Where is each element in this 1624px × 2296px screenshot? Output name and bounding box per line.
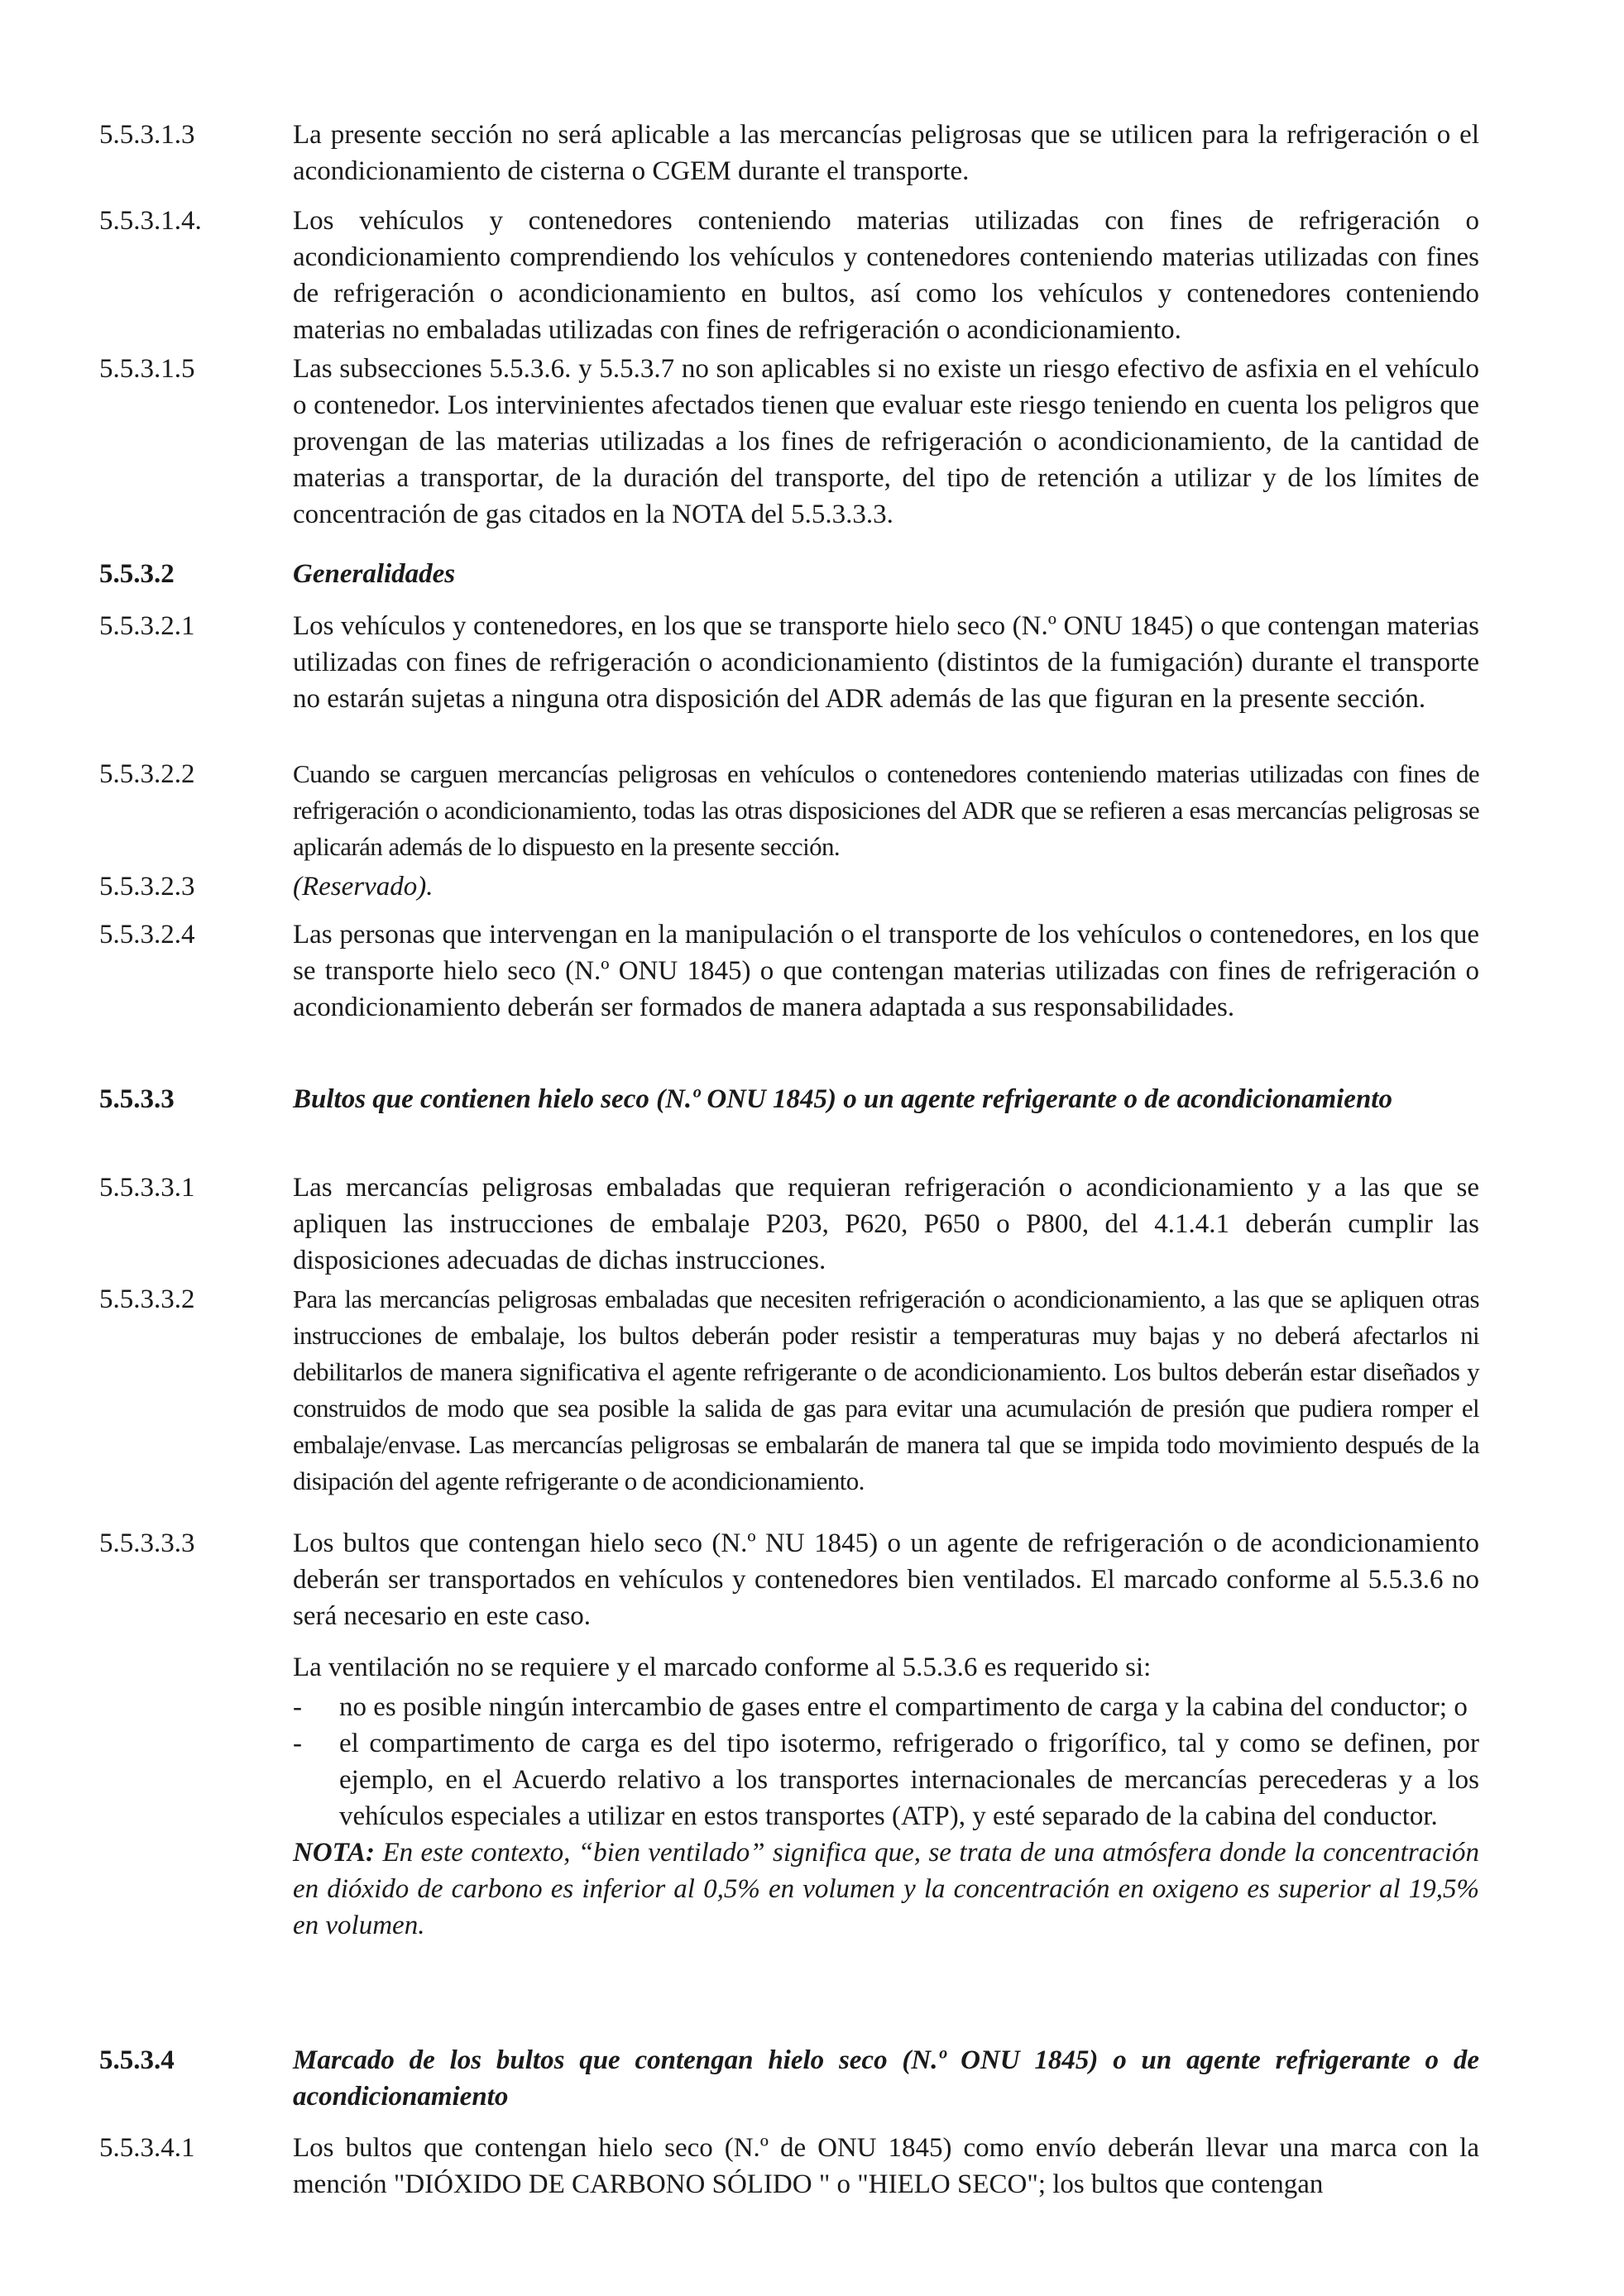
paragraph-number: 5.5.3.1.4. <box>99 206 202 236</box>
paragraph-number: 5.5.3.3.3 <box>99 1528 195 1558</box>
paragraph-text: Las mercancías peligrosas embaladas que requieran refrigeración o acondicionamiento y a las que se apliquen las instrucciones de embalaje P203, P620, P650 o P800, del 4.1.4.1 deberán cumplir las disposiciones adecuadas de dichas instrucciones. <box>293 1173 1479 1275</box>
paragraph-text: La presente sección no será aplicable a las mercancías peligrosas que se utilicen para la refrigeración o el acondicionamiento de cisterna o CGEM durante el transporte. <box>293 120 1479 186</box>
note <box>293 1834 1479 1944</box>
paragraph-body <box>293 1525 1479 1944</box>
paragraph-number: 5.5.3.2.1 <box>99 611 195 641</box>
paragraph-text: Los vehículos y contenedores, en los que se transporte hielo seco (N.º ONU 1845) o que contengan materias utilizadas con fines de refrigeración o acondicionamiento (distintos de la fumigación) durante el transporte no estarán sujetas a ninguna otra disposición del ADR además de las que figuran en la presente sección. <box>293 611 1479 714</box>
paragraph-text-continued: La ventilación no se requiere y el marcado conforme al 5.5.3.6 es requerido si: <box>293 1653 1152 1682</box>
paragraph-number: 5.5.3.4.1 <box>99 2133 195 2163</box>
paragraph-number: 5.5.3.1.3 <box>99 120 195 150</box>
paragraph-text: Los vehículos y contenedores conteniendo materias utilizadas con fines de refrigeración o acondicionamiento comprendiendo los vehículos y contenedores conteniendo materias utilizadas con fines de refrigeración o acondicionamiento en bultos, así como los vehículos y contenedores conteniendo materias no embaladas utilizadas con fines de refrigeración o acondicionamiento. <box>293 206 1479 345</box>
note-label: NOTA: <box>293 1838 375 1868</box>
list-item <box>293 1725 1479 1834</box>
paragraph-number: 5.5.3.3.2 <box>99 1284 195 1314</box>
paragraph-number: 5.5.3.2.4 <box>99 920 195 949</box>
paragraph-text: Las subsecciones 5.5.3.6. y 5.5.3.7 no son aplicables si no existe un riesgo efectivo de asfixia en el vehículo o contenedor. Los intervinientes afectados tienen que evaluar este riesgo teniendo en cuenta los peligros que provengan de las materias utilizadas a los fines de refrigeración o acondicionamiento, de la cantidad de materias a transportar, de la duración del transporte, del tipo de retención a utilizar y de los límites de concentración de gas citados en la NOTA del 5.5.3.3.3. <box>293 354 1479 529</box>
section-title: Marcado de los bultos que contengan hielo seco (N.º ONU 1845) o un agente refrigerante o de acondicionamiento <box>293 2045 1479 2112</box>
section-title: Generalidades <box>293 559 456 589</box>
dash-bullet: - <box>293 1729 302 1758</box>
list-item-text: el compartimento de carga es del tipo isotermo, refrigerado o frigorífico, tal y como se definen, por ejemplo, en el Acuerdo relativo a los transportes internacionales de mercancías perecederas y a los vehículos especiales a utilizar en estos transportes (ATP), y esté separado de la cabina del conductor. <box>339 1729 1479 1831</box>
paragraph-number: 5.5.3.3.1 <box>99 1173 195 1203</box>
paragraph-text: (Reservado). <box>293 872 434 902</box>
paragraph-text: Los bultos que contengan hielo seco (N.º de ONU 1845) como envío deberán llevar una marca con la mención "DIÓXIDO DE CARBONO SÓLIDO " o "HIELO SECO"; los bultos que contengan <box>293 2133 1479 2199</box>
paragraph-text: Para las mercancías peligrosas embaladas que necesiten refrigeración o acondicionamiento, a las que se apliquen otras instrucciones de embalaje, los bultos deberán poder resistir a temperaturas muy bajas y no deberá afectarlos ni debilitarlos de manera significativa el agente refrigerante o de acondicionamiento. Los bultos deberán estar diseñados y construidos de modo que sea posible la salida de gas para evitar una acumulación de presión que pudiera romper el embalaje/envase. Las mercancías peligrosas se embalarán de manera tal que se impida todo movimiento después de la disipación del agente refrigerante o de acondicionamiento. <box>293 1284 1479 1495</box>
paragraph-number: 5.5.3.1.5 <box>99 354 195 384</box>
paragraph-text: Las personas que intervengan en la manipulación o el transporte de los vehículos o contenedores, en los que se transporte hielo seco (N.º ONU 1845) o que contengan materias utilizadas con fines de refrigeración o acondicionamiento deberán ser formados de manera adaptada a sus responsabilidades. <box>293 920 1479 1022</box>
section-title: Bultos que contienen hielo seco (N.º ONU 1845) o un agente refrigerante o de acondicionamiento <box>293 1084 1392 1114</box>
paragraph-number: 5.5.3.2.2 <box>99 759 195 789</box>
dash-bullet: - <box>293 1692 302 1722</box>
condition-list <box>293 1689 1479 1834</box>
paragraph-text: Los bultos que contengan hielo seco (N.º NU 1845) o un agente de refrigeración o de acondicionamiento deberán ser transportados en vehículos y contenedores bien ventilados. El marcado conforme al 5.5.3.6 no será necesario en este caso. <box>293 1528 1479 1631</box>
section-number: 5.5.3.3 <box>99 1084 175 1114</box>
note-text: En este contexto, “bien ventilado” significa que, se trata de una atmósfera donde la concentración en dióxido de carbono es inferior al 0,5% en volumen y la concentración en oxigeno es superior al 19,5% en volumen. <box>293 1838 1479 1940</box>
list-item <box>293 1689 1479 1725</box>
section-number: 5.5.3.2 <box>99 559 175 589</box>
paragraph-text: Cuando se carguen mercancías peligrosas en vehículos o contenedores conteniendo materias utilizadas con fines de refrigeración o acondicionamiento, todas las otras disposiciones del ADR que se refieren a esas mercancías peligrosas se aplicarán además de lo dispuesto en la presente sección. <box>293 759 1479 861</box>
section-number: 5.5.3.4 <box>99 2045 175 2075</box>
list-item-text: no es posible ningún intercambio de gases entre el compartimento de carga y la cabina del conductor; o <box>339 1692 1468 1722</box>
paragraph-number: 5.5.3.2.3 <box>99 872 195 902</box>
